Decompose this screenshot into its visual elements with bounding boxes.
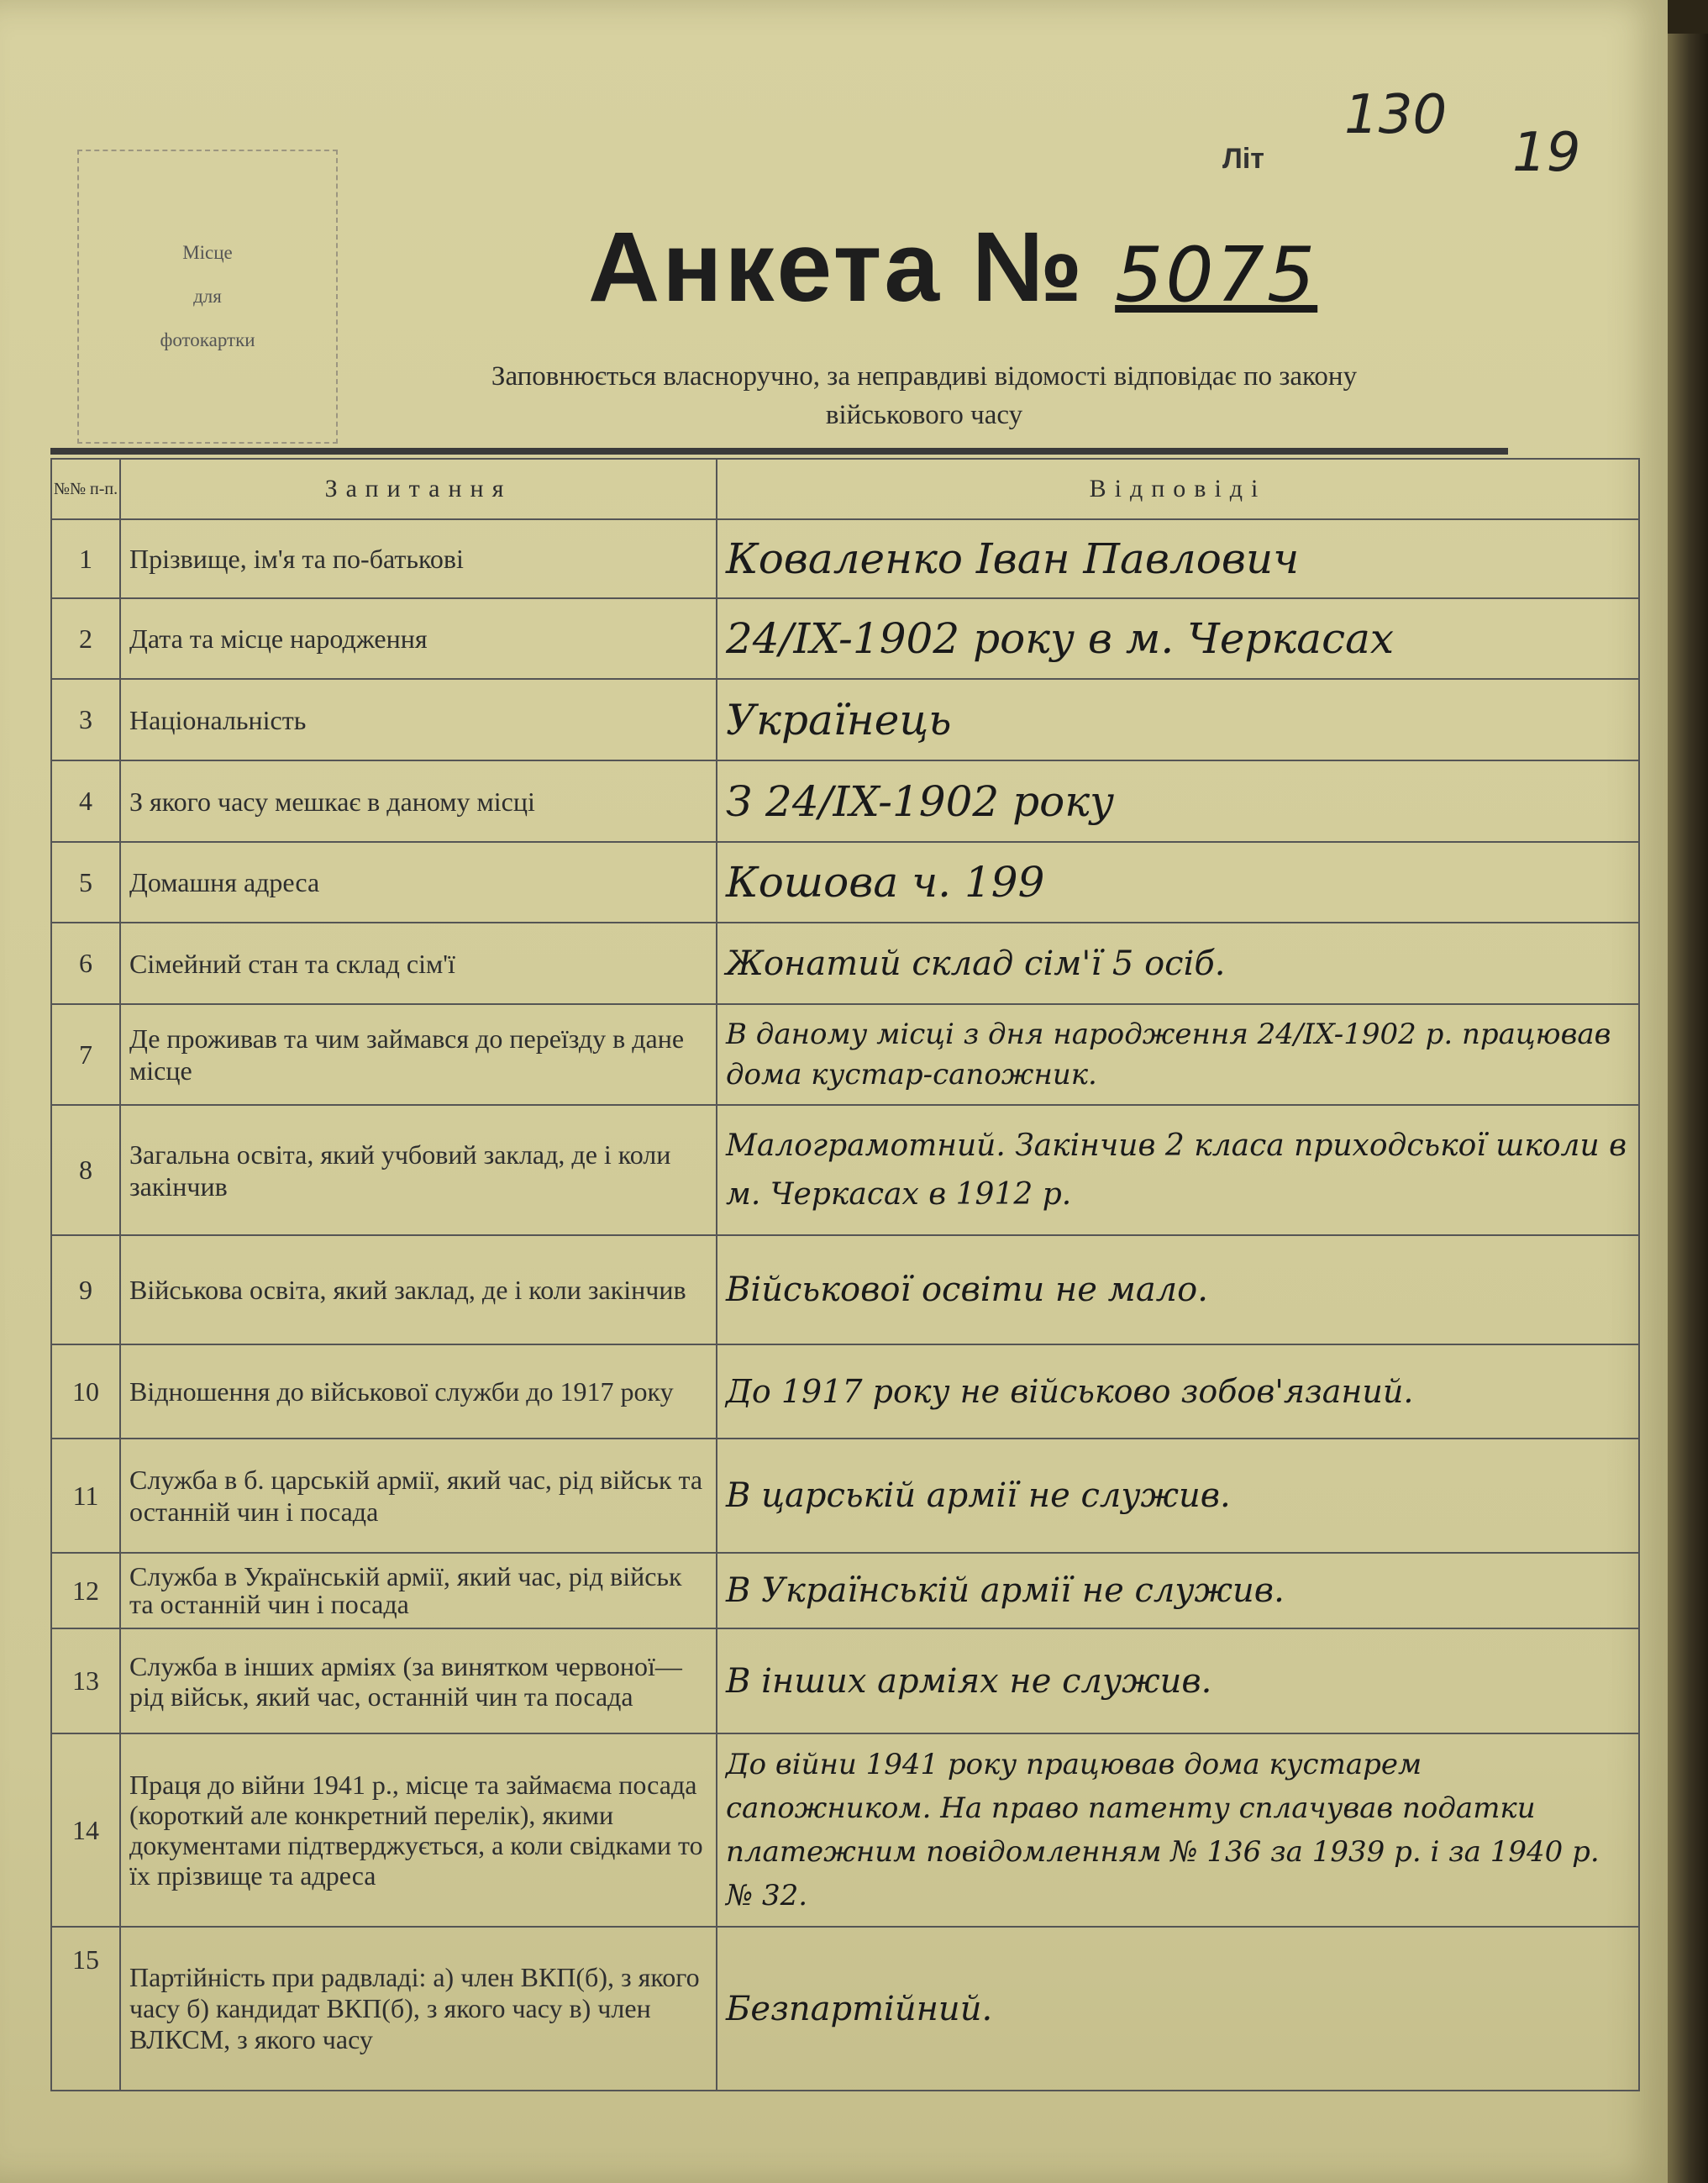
row-question: Служба в б. царській армії, який час, рід військ та останній чин і посада [120,1439,717,1553]
table-row [51,1105,1639,1235]
row-number: 15 [51,1927,120,2091]
row-number: 3 [51,679,120,760]
row-answer: В інших арміях не служив. [717,1628,1639,1733]
row-number: 14 [51,1733,120,1927]
row-number: 12 [51,1553,120,1628]
table-row [51,1927,1639,2091]
table-row [51,519,1639,598]
row-question: З якого часу мешкає в даному місці [120,760,717,842]
row-question: Прізвище, ім'я та по-батькові [120,519,717,598]
row-number: 6 [51,923,120,1004]
archive-number-corner: 19 [1512,122,1581,184]
row-answer: В царській армії не служив. [717,1439,1639,1553]
row-number: 1 [51,519,120,598]
row-question: Національність [120,679,717,760]
table-row [51,1004,1639,1105]
photo-label-line3: фотокартки [160,329,255,350]
col-header-answer: Відповіді [717,459,1639,519]
row-answer: Кошова ч. 199 [717,842,1639,923]
photo-placeholder [77,150,338,444]
row-number: 13 [51,1628,120,1733]
row-question: Праця до війни 1941 р., місце та займаєма посада (короткий але конкретний перелік), якими документами підтверджується, а коли свідками то їх прізвище та адреса [120,1733,717,1927]
table-header-row [51,459,1639,519]
table-row [51,1553,1639,1628]
row-answer: Жонатий склад сім'ї 5 осіб. [717,923,1639,1004]
lit-label: Літ [1222,143,1264,175]
table-row [51,1628,1639,1733]
row-number: 4 [51,760,120,842]
form-number: 5075 [1115,231,1318,319]
form-subtitle [361,357,1487,434]
row-number: 7 [51,1004,120,1105]
row-answer: Коваленко Іван Павлович [717,519,1639,598]
row-answer: Українець [717,679,1639,760]
row-question: Сімейний стан та склад сім'ї [120,923,717,1004]
row-question: Військова освіта, який заклад, де і коли закінчив [120,1235,717,1344]
questionnaire-table [50,458,1640,2091]
header-rule [50,448,1508,455]
row-question: Партійність при радвладі: а) член ВКП(б), з якого часу б) кандидат ВКП(б), з якого часу в) член ВЛКСМ, з якого часу [120,1927,717,2091]
col-header-number: №№ п-п. [51,459,120,519]
row-answer: До 1917 року не військово зобов'язаний. [717,1344,1639,1439]
row-question: Загальна освіта, який учбовий заклад, де і коли закінчив [120,1105,717,1235]
row-question: Дата та місце народження [120,598,717,679]
row-question: Де проживав та чим займався до переїзду в дане місце [120,1004,717,1105]
col-header-question: Запитання [120,459,717,519]
row-answer: До війни 1941 року працював дома кустарем сапожником. На право патенту сплачував податки платежним повідомленням № 136 за 1939 р. і за 1940 р. № 32. [717,1733,1639,1927]
photo-label-line2: для [193,286,222,307]
row-question: Служба в інших арміях (за винятком червоної—рід військ, який час, останній чин та посада [120,1628,717,1733]
row-answer: В Українській армії не служив. [717,1553,1639,1628]
row-number: 11 [51,1439,120,1553]
row-number: 2 [51,598,120,679]
row-number: 9 [51,1235,120,1344]
form-title-text: Анкета № [588,212,1085,323]
photo-label-line1: Місце [182,242,233,263]
row-number: 10 [51,1344,120,1439]
row-answer: 24/IX-1902 року в м. Черкасах [717,598,1639,679]
table-row [51,842,1639,923]
archive-number-top: 130 [1344,84,1448,146]
row-number: 5 [51,842,120,923]
row-number: 8 [51,1105,120,1235]
subtitle-line2: військового часу [825,400,1023,430]
table-row [51,923,1639,1004]
table-row [51,598,1639,679]
row-question: Домашня адреса [120,842,717,923]
table-row [51,1733,1639,1927]
table-row [51,1439,1639,1553]
table-row [51,1344,1639,1439]
table-row [51,1235,1639,1344]
row-answer: Безпартійний. [717,1927,1639,2091]
row-answer: Малограмотний. Закінчив 2 класа приходської школи в м. Черкасах в 1912 р. [717,1105,1639,1235]
form-title [588,210,1317,324]
subtitle-line1: Заповнюється власноручно, за неправдиві відомості відповідає по закону [491,361,1358,392]
table-row [51,679,1639,760]
row-answer: Військової освіти не мало. [717,1235,1639,1344]
row-answer: З 24/IX-1902 року [717,760,1639,842]
row-answer: В даному місці з дня народження 24/IX-1902 р. працював дома кустар-сапожник. [717,1004,1639,1105]
row-question: Служба в Українській армії, який час, рід військ та останній чин і посада [120,1553,717,1628]
table-row [51,760,1639,842]
row-question: Відношення до військової служби до 1917 року [120,1344,717,1439]
